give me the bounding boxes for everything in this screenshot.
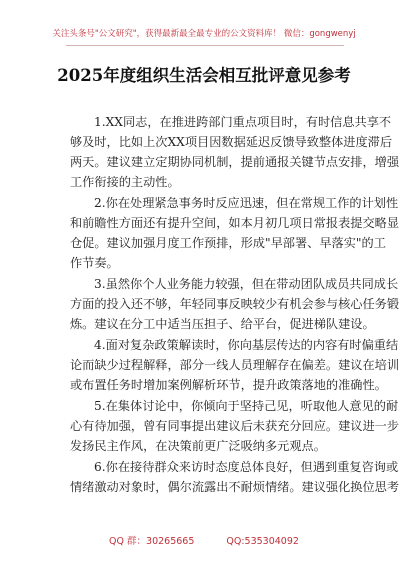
page-footer (0, 536, 408, 548)
document-title: 2025年度组织生活会相互批评意见参考 (57, 66, 351, 85)
header-divider (66, 45, 344, 46)
paragraph-line: 和前瞻性方面还有提升空间，如本月初几项日常报表提交略显 (70, 216, 400, 230)
paragraph-line: 3.虽然你个人业务能力较强，但在带动团队成员共同成长 (94, 277, 399, 291)
paragraph-line: 情绪激动对象时，偶尔流露出不耐烦情绪。建议强化换位思考 (70, 480, 400, 494)
footer-qq-number: QQ:535304092 (226, 536, 299, 547)
footer-qq-group: QQ 群：30265665 (109, 536, 195, 547)
paragraph-line: 5.在集体讨论中，你倾向于坚持己见，听取他人意见的耐 (94, 399, 399, 413)
paragraph-line: 1.XX同志，在推进跨部门重点项目时，有时信息共享不 (94, 115, 392, 129)
paragraph-line: 2.你在处理紧急事务时反应迅速，但在常规工作的计划性 (94, 196, 399, 210)
paragraph-line: 4.面对复杂政策解读时，你向基层传达的内容有时偏重结 (94, 338, 399, 352)
paragraph-line: 方面的投入还不够，年轻同事反映较少有机会参与核心任务锻 (70, 297, 400, 311)
paragraph-line: 仓促。建议加强月度工作预排，形成"早部署、早落实"的工 (70, 236, 386, 250)
paragraph-line: 炼。建议在分工中适当压担子、给平台，促进梯队建设。 (70, 317, 375, 331)
promo-banner: 关注头条号"公文研究"，获得最新最全最专业的公文资料库！ 微信：gongwenyj (52, 29, 356, 39)
paragraph-line: 两天。建议建立定期协同机制，提前通报关键节点安排，增强 (70, 155, 400, 169)
paragraph-line: 发扬民主作风，在决策前更广泛吸纳多元观点。 (70, 439, 326, 453)
paragraph-line: 或布置任务时增加案例解析环节，提升政策落地的准确性。 (70, 378, 387, 392)
paragraph-line: 心有待加强，曾有同事提出建议后未获充分回应。建议进一步 (70, 419, 400, 433)
paragraph-line: 工作衔接的主动性。 (70, 175, 180, 189)
paragraph-line: 够及时，比如上次XX项目因数据延迟反馈导致整体进度滞后 (70, 135, 393, 149)
paragraph-line: 作节奏。 (70, 256, 119, 270)
paragraph-line: 论而缺少过程解释，部分一线人员理解存在偏差。建议在培训 (70, 358, 400, 372)
paragraph-line: 6.你在接待群众来访时态度总体良好，但遇到重复咨询或 (94, 460, 399, 474)
